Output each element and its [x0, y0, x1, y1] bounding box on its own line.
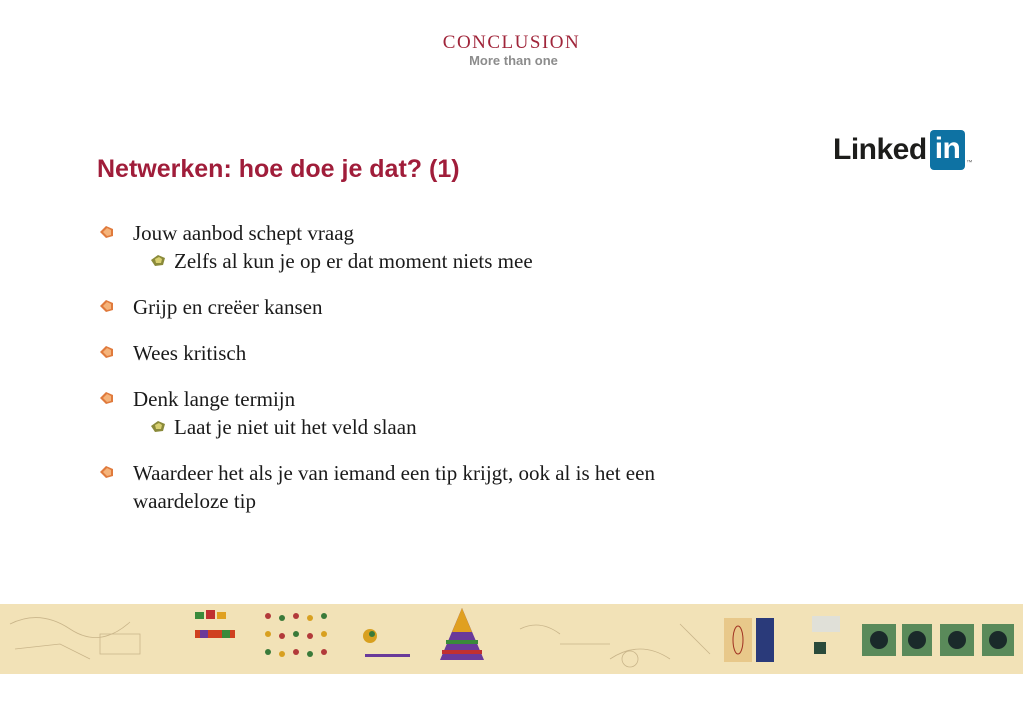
- sub-bullet-icon: [151, 255, 165, 266]
- list-item: [100, 293, 720, 321]
- bullet-icon: [100, 226, 113, 238]
- bullet-icon: [100, 466, 113, 478]
- sub-item-text: Zelfs al kun je op er dat moment niets mee: [174, 249, 533, 273]
- slide-title: Netwerken: hoe doe je dat? (1): [97, 155, 460, 183]
- bullet-list: [100, 219, 720, 533]
- list-item-text: Wees kritisch: [133, 341, 247, 365]
- bullet-icon: [100, 300, 113, 312]
- sub-item-text: Laat je niet uit het veld slaan: [174, 415, 417, 439]
- bullet-icon: [100, 346, 113, 358]
- decorative-image-strip: [0, 604, 1023, 674]
- brand-name: CONCLUSION: [442, 32, 581, 53]
- list-item-text: Waardeer het als je van iemand een tip krijgt, ook al is het een waardeloze tip: [133, 461, 655, 513]
- list-item: [100, 339, 720, 367]
- strip-artwork: [0, 604, 1023, 674]
- bullet-icon: [100, 392, 113, 404]
- list-item: [100, 219, 720, 275]
- linkedin-logo-box: in: [930, 130, 966, 170]
- sub-item: [141, 247, 720, 275]
- sub-bullet-icon: [151, 421, 165, 432]
- list-item-text: Grijp en creëer kansen: [133, 295, 323, 319]
- list-item-text: Denk lange termijn: [133, 387, 296, 411]
- list-item: [100, 459, 720, 515]
- list-item-text: Jouw aanbod schept vraag: [133, 221, 355, 245]
- header: [0, 32, 1023, 68]
- sub-item: [141, 413, 720, 441]
- list-item: [100, 385, 720, 441]
- linkedin-logo-trademark: ™: [966, 160, 973, 166]
- linkedin-logo: [833, 130, 972, 170]
- linkedin-logo-word: Linked: [833, 133, 927, 166]
- brand-tagline: More than one: [469, 53, 558, 68]
